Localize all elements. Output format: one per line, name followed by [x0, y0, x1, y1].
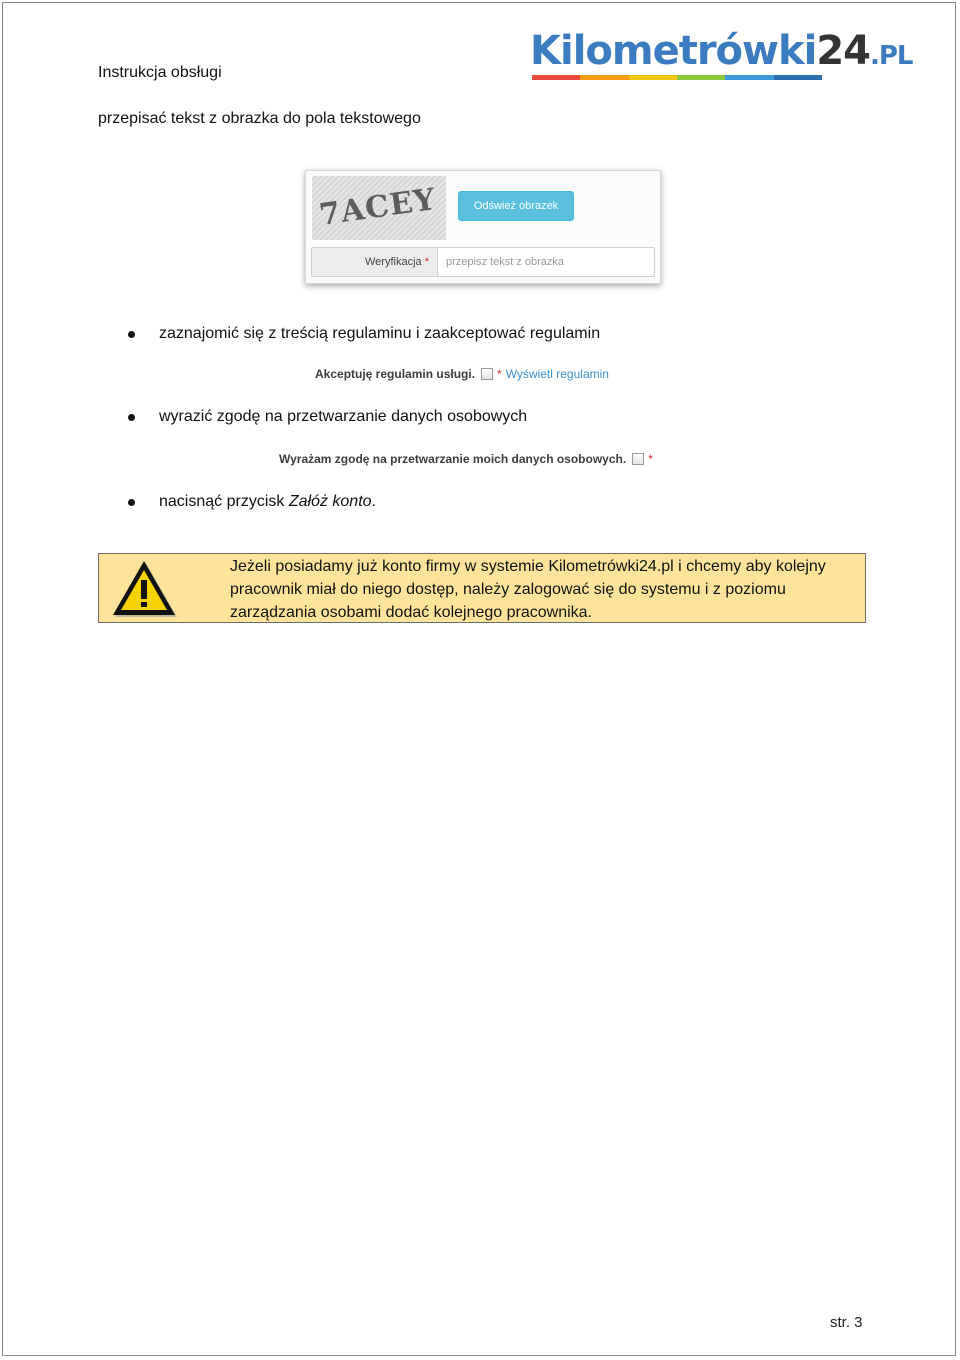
- terms-label: Akceptuję regulamin usługi.: [315, 367, 476, 381]
- page-number: str. 3: [830, 1314, 863, 1331]
- header-title: Instrukcja obsługi: [98, 64, 222, 81]
- logo-text-number: 24: [816, 28, 870, 74]
- logo-text-tld: .PL: [869, 41, 913, 71]
- warning-triangle-icon: [109, 558, 179, 620]
- show-terms-link[interactable]: Wyświetl regulamin: [505, 367, 609, 381]
- intro-text: przepisać tekst z obrazka do pola tekstowego: [98, 110, 421, 127]
- logo-underline: [532, 75, 822, 80]
- captcha-screenshot: [305, 170, 661, 284]
- consent-checkbox[interactable]: [632, 453, 644, 465]
- bullet-icon: [128, 414, 135, 421]
- verification-label: Weryfikacja *: [312, 248, 438, 276]
- warning-box: [98, 553, 866, 623]
- verification-field[interactable]: [311, 247, 655, 277]
- logo-text-main: Kilometrówki: [530, 28, 817, 74]
- verification-input-placeholder[interactable]: przepisz tekst z obrazka: [446, 256, 564, 268]
- consent-label: Wyrażam zgodę na przetwarzanie moich danych osobowych.: [279, 452, 627, 466]
- consent-snippet: Wyrażam zgodę na przetwarzanie moich danych osobowych. *: [279, 452, 653, 466]
- terms-snippet: Akceptuję regulamin usługi. * Wyświetl regulamin: [315, 367, 609, 381]
- captcha-code: 7ACEY: [317, 182, 439, 233]
- captcha-image: [312, 176, 446, 240]
- terms-checkbox[interactable]: [481, 368, 493, 380]
- bullet-icon: [128, 499, 135, 506]
- brand-logo: [530, 28, 913, 82]
- bullet-icon: [128, 331, 135, 338]
- warning-text: Jeżeli posiadamy już konto firmy w systemie Kilometrówki24.pl i chcemy aby kolejny pracownik miał do niego dostęp, należy zalogować się do systemu i z poziomu zarządzania osobami dodać kolejnego pracownika.: [230, 558, 826, 621]
- refresh-image-button[interactable]: Odśwież obrazek: [458, 191, 574, 221]
